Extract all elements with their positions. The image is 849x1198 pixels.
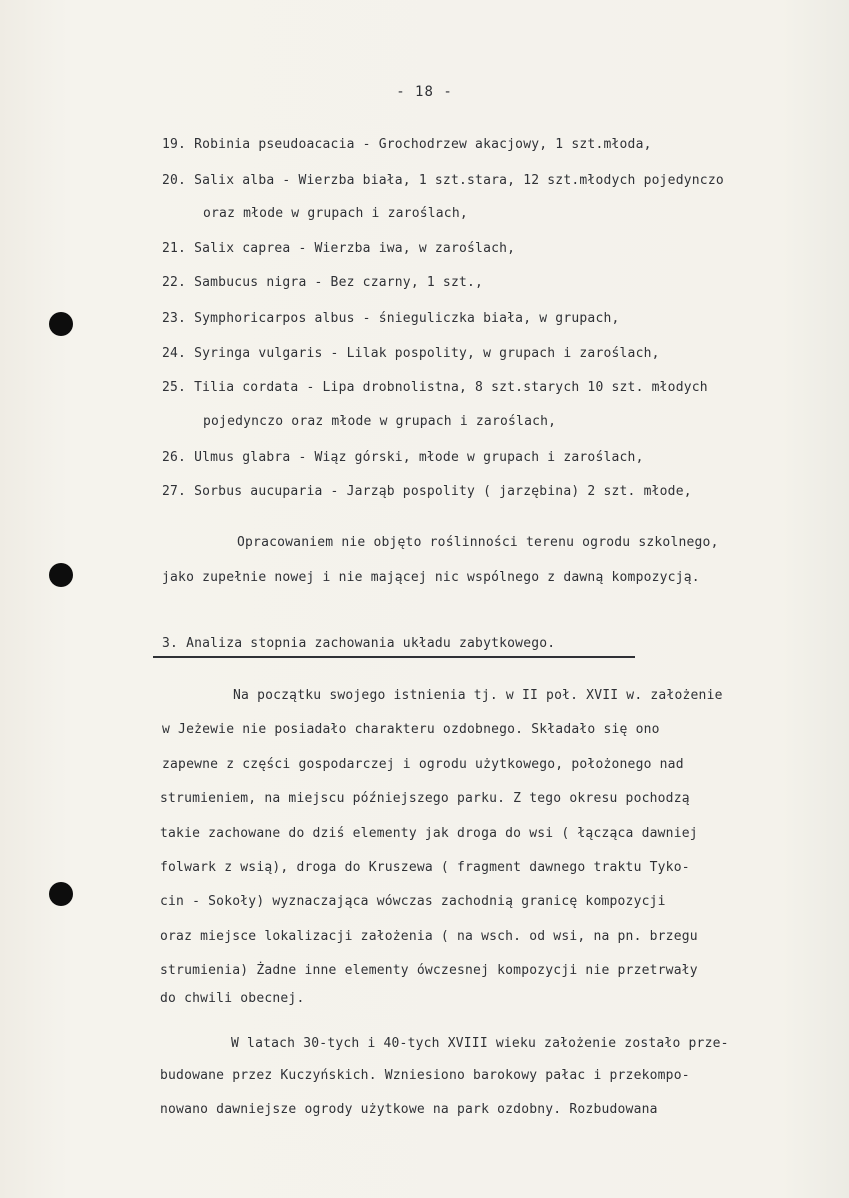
heading-underline (153, 656, 635, 658)
paragraph-line: folwark z wsią), droga do Kruszewa ( fragment dawnego traktu Tyko- (160, 860, 690, 875)
paragraph-line: strumieniem, na miejscu późniejszego parku. Z tego okresu pochodzą (160, 791, 690, 806)
paragraph-line: Na początku swojego istnienia tj. w II poł. XVII w. założenie (233, 688, 723, 703)
paragraph-line: W latach 30-tych i 40-tych XVIII wieku założenie zostało prze- (231, 1036, 729, 1051)
list-item: 23. Symphoricarpos albus - śnieguliczka biała, w grupach, (162, 311, 620, 326)
list-item: 24. Syringa vulgaris - Lilak pospolity, w grupach i zaroślach, (162, 346, 660, 361)
paragraph-line: zapewne z części gospodarczej i ogrodu użytkowego, położonego nad (162, 757, 684, 772)
paragraph-line: budowane przez Kuczyńskich. Wzniesiono barokowy pałac i przekompo- (160, 1068, 690, 1083)
paragraph-line: cin - Sokoły) wyznaczająca wówczas zachodnią granicę kompozycji (160, 894, 666, 909)
list-item-continuation: pojedynczo oraz młode w grupach i zaroślach, (203, 414, 557, 429)
paragraph-line: nowano dawniejsze ogrody użytkowe na park ozdobny. Rozbudowana (160, 1102, 658, 1117)
list-item: 21. Salix caprea - Wierzba iwa, w zaroślach, (162, 241, 516, 256)
note-line: jako zupełnie nowej i nie mającej nic wspólnego z dawną kompozycją. (162, 570, 700, 585)
paragraph-line: w Jeżewie nie posiadało charakteru ozdobnego. Składało się ono (162, 722, 660, 737)
paragraph-line: oraz miejsce lokalizacji założenia ( na wsch. od wsi, na pn. brzegu (160, 929, 698, 944)
list-item: 27. Sorbus aucuparia - Jarząb pospolity ( jarzębina) 2 szt. młode, (162, 484, 692, 499)
punch-hole (49, 882, 73, 906)
paragraph-line: takie zachowane do dziś elementy jak droga do wsi ( łącząca dawniej (160, 826, 698, 841)
note-line: Opracowaniem nie objęto roślinności terenu ogrodu szkolnego, (237, 535, 719, 550)
list-item-continuation: oraz młode w grupach i zaroślach, (203, 206, 468, 221)
list-item: 25. Tilia cordata - Lipa drobnolistna, 8 szt.starych 10 szt. młodych (162, 380, 708, 395)
list-item: 20. Salix alba - Wierzba biała, 1 szt.stara, 12 szt.młodych pojedynczo (162, 173, 724, 188)
page-number: - 18 - (396, 84, 453, 100)
punch-hole (49, 312, 73, 336)
section-heading: 3. Analiza stopnia zachowania układu zabytkowego. (162, 636, 556, 651)
list-item: 26. Ulmus glabra - Wiąz górski, młode w grupach i zaroślach, (162, 450, 644, 465)
list-item: 19. Robinia pseudoacacia - Grochodrzew akacjowy, 1 szt.młoda, (162, 137, 652, 152)
punch-hole (49, 563, 73, 587)
list-item: 22. Sambucus nigra - Bez czarny, 1 szt., (162, 275, 484, 290)
paragraph-line: strumienia) Żadne inne elementy ówczesnej kompozycji nie przetrwały (160, 963, 698, 978)
paragraph-line: do chwili obecnej. (160, 991, 305, 1006)
